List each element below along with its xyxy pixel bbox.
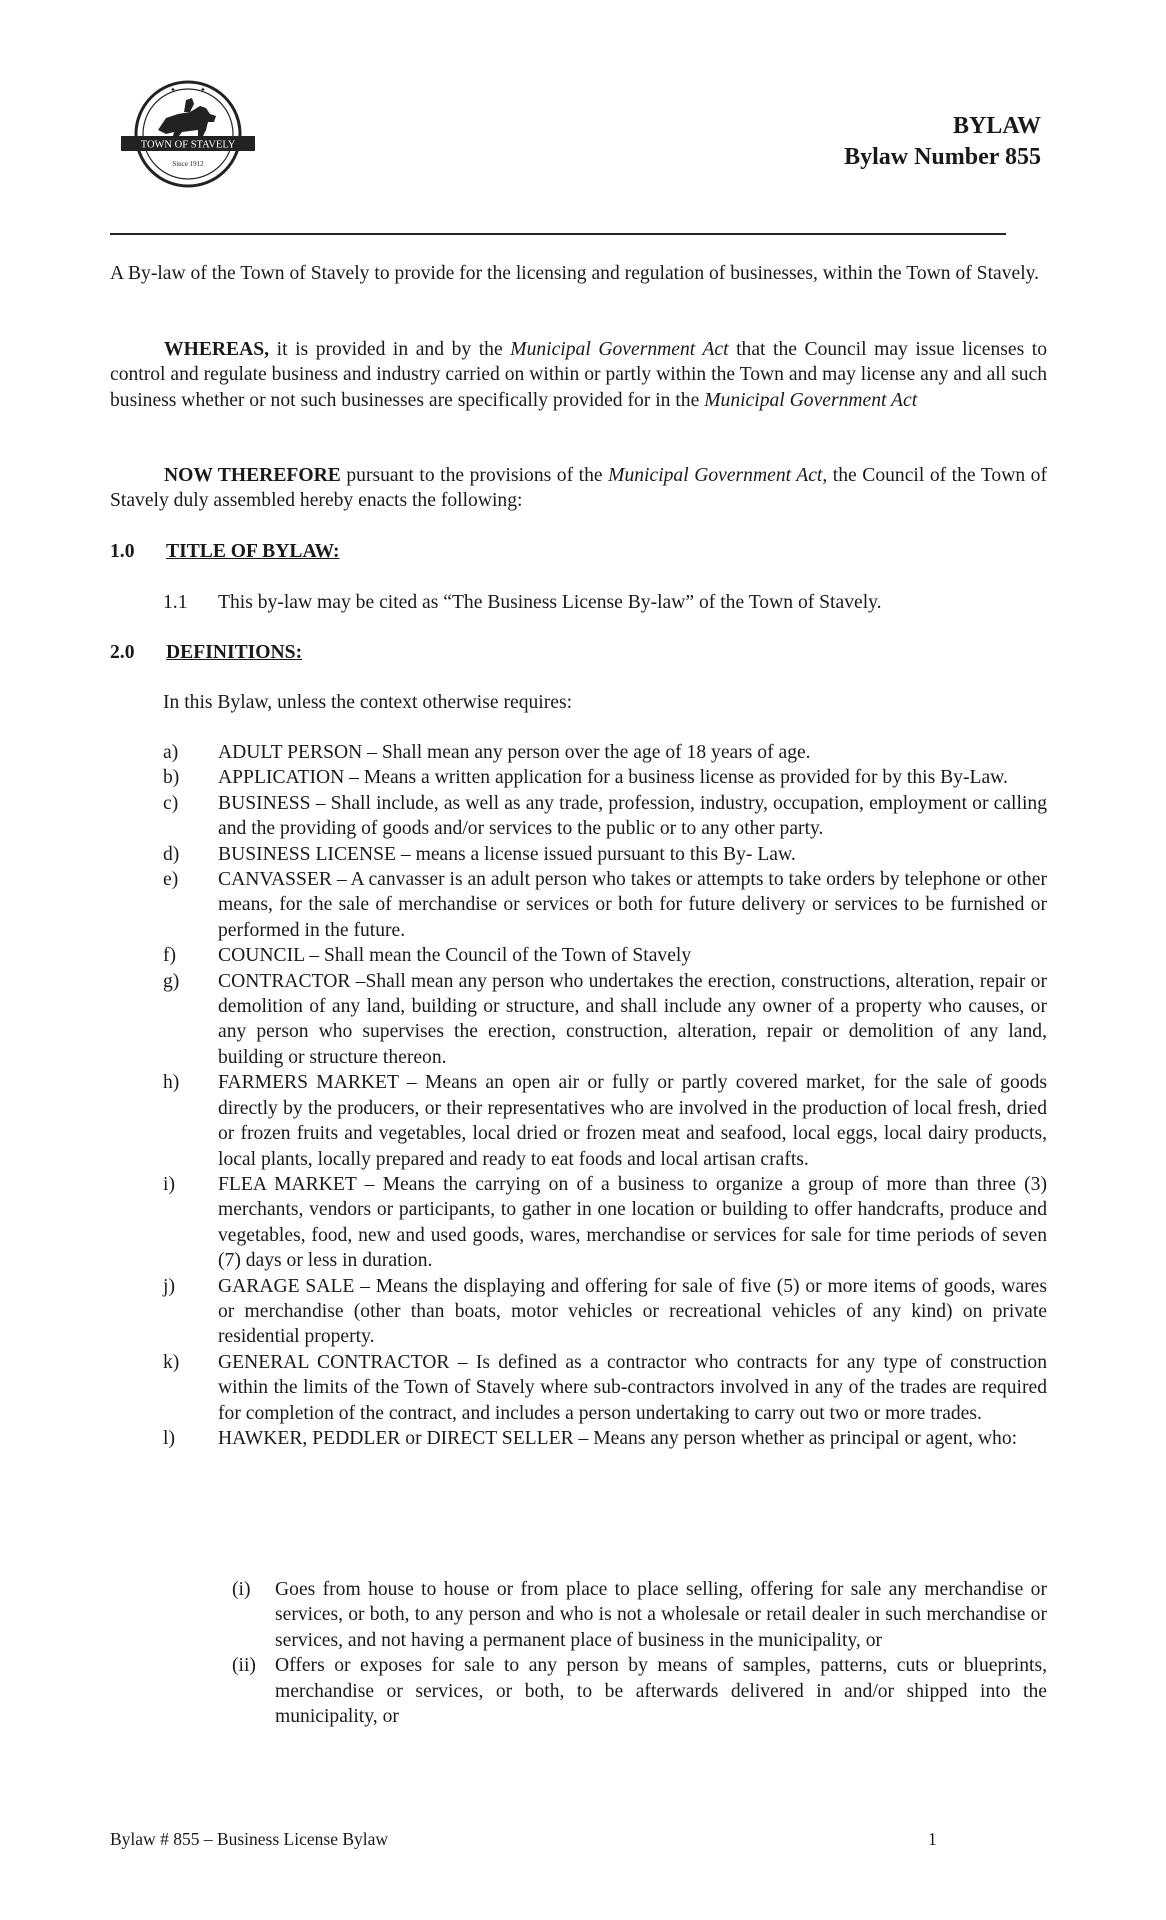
- now-therefore-lead: NOW THEREFORE: [164, 465, 341, 486]
- whereas-lead: WHEREAS,: [164, 339, 270, 360]
- definition-item: e) CANVASSER – A canvasser is an adult person who takes or attempts to take orders by telephone or other means, for the sale of merchandise or services or both for future delivery or services to be furnished or performed in the future.: [163, 869, 1047, 941]
- section-1-heading: [110, 539, 339, 564]
- svg-text:✦: ✦: [200, 86, 206, 94]
- town-seal-logo: [118, 78, 258, 190]
- sub-item: (i) Goes from house to house or from place to place selling, offering for sale any merchandise or services, or both, to any person and who is not a wholesale or retail dealer in such merchandise or services, and not having a permanent place of business in the municipality, or: [232, 1579, 1047, 1651]
- definitions-preamble: In this Bylaw, unless the context otherwise requires:: [163, 692, 573, 713]
- definition-item: l) HAWKER, PEDDLER or DIRECT SELLER – Means any person whether as principal or agent, who:: [163, 1427, 1018, 1449]
- page-number: 1: [928, 1829, 937, 1849]
- intro-paragraph: A By-law of the Town of Stavely to provide for the licensing and regulation of businesses, within the Town of Stavely.: [110, 263, 1040, 284]
- bylaw-header: [844, 111, 1041, 173]
- definition-item: k) GENERAL CONTRACTOR – Is defined as a contractor who contracts for any type of construction within the limits of the Town of Stavely where sub-contractors involved in any of the trades are required for completion of the contract, and includes a person undertaking to carry out two or more trades.: [163, 1351, 1047, 1424]
- footer-title: Bylaw # 855 – Business License Bylaw: [110, 1829, 389, 1849]
- section-1-number: 1.0: [110, 541, 135, 562]
- seal-town-name: TOWN OF STAVELY: [140, 139, 236, 151]
- section-1-item: 1.1 This by-law may be cited as “The Business License By-law” of the Town of Stavely.: [163, 592, 882, 613]
- sub-item: (ii) Offers or exposes for sale to any person by means of samples, patterns, cuts or blueprints, merchandise or services, or both, to be afterwards delivered in and/or shipped into the municipality, or: [232, 1655, 1047, 1728]
- seal-since: Since 1912: [172, 160, 204, 168]
- definition-item: i) FLEA MARKET – Means the carrying on of a business to organize a group of more than three (3) merchants, vendors or participants, to gather in one location or building to offer handcrafts, produce and vegetables, food, new and used goods, wares, merchandise or services for sale for time periods of seven (7) days or less in duration.: [163, 1173, 1047, 1272]
- section-2-number: 2.0: [110, 642, 135, 663]
- section-2-heading: [110, 640, 302, 665]
- definition-item: a) ADULT PERSON – Shall mean any person over the age of 18 years of age.: [163, 742, 811, 763]
- definition-item: d) BUSINESS LICENSE – means a license issued pursuant to this By- Law.: [163, 843, 796, 865]
- section-1-title: TITLE OF BYLAW:: [166, 541, 340, 562]
- definitions-list: [163, 740, 1047, 1451]
- svg-text:✦: ✦: [170, 86, 176, 94]
- whereas-paragraph: WHEREAS, it is provided in and by the Municipal Government Act that the Council may issue licenses to control and regulate business and industry carried on within or partly within the Town and may license any and all such business whether or not such businesses are specifically provided for in the Municipal Government Act: [110, 339, 1047, 411]
- section-2-title: DEFINITIONS:: [166, 642, 303, 663]
- definition-item: c) BUSINESS – Shall include, as well as any trade, profession, industry, occupation, employment or calling and the providing of goods and/or services to the public or to any other party.: [163, 792, 1047, 840]
- bylaw-title: BYLAW: [952, 113, 1041, 139]
- definition-item: j) GARAGE SALE – Means the displaying and offering for sale of five (5) or more items of goods, wares or merchandise (other than boats, motor vehicles or recreational vehicles of any kind) on private residential property.: [163, 1275, 1047, 1348]
- definition-item: b) APPLICATION – Means a written application for a business license as provided for by this By-Law.: [163, 767, 1008, 789]
- bylaw-number: Bylaw Number 855: [844, 144, 1041, 170]
- now-therefore-paragraph: NOW THEREFORE pursuant to the provisions of the Municipal Government Act, the Council of the Town of Stavely duly assembled hereby enacts the following:: [110, 465, 1047, 512]
- definition-item: g) CONTRACTOR –Shall mean any person who undertakes the erection, constructions, alteration, repair or demolition of any land, building or structure, and shall include any owner of a property who causes, or any person who supervises the erection, construction, alteration, repair or demolition of any land, building or structure thereon.: [163, 970, 1047, 1068]
- header-divider: [110, 233, 1006, 235]
- definition-item: h) FARMERS MARKET – Means an open air or fully or partly covered market, for the sale of goods directly by the producers, or their representatives who are involved in the production of local fresh, dried or frozen fruits and vegetables, local dried or frozen meat and seafood, local eggs, local dairy products, local plants, locally prepared and ready to eat foods and local artisan crafts.: [163, 1072, 1047, 1170]
- definition-item: f) COUNCIL – Shall mean the Council of the Town of Stavely: [163, 945, 692, 967]
- sub-items-list: [232, 1577, 1047, 1729]
